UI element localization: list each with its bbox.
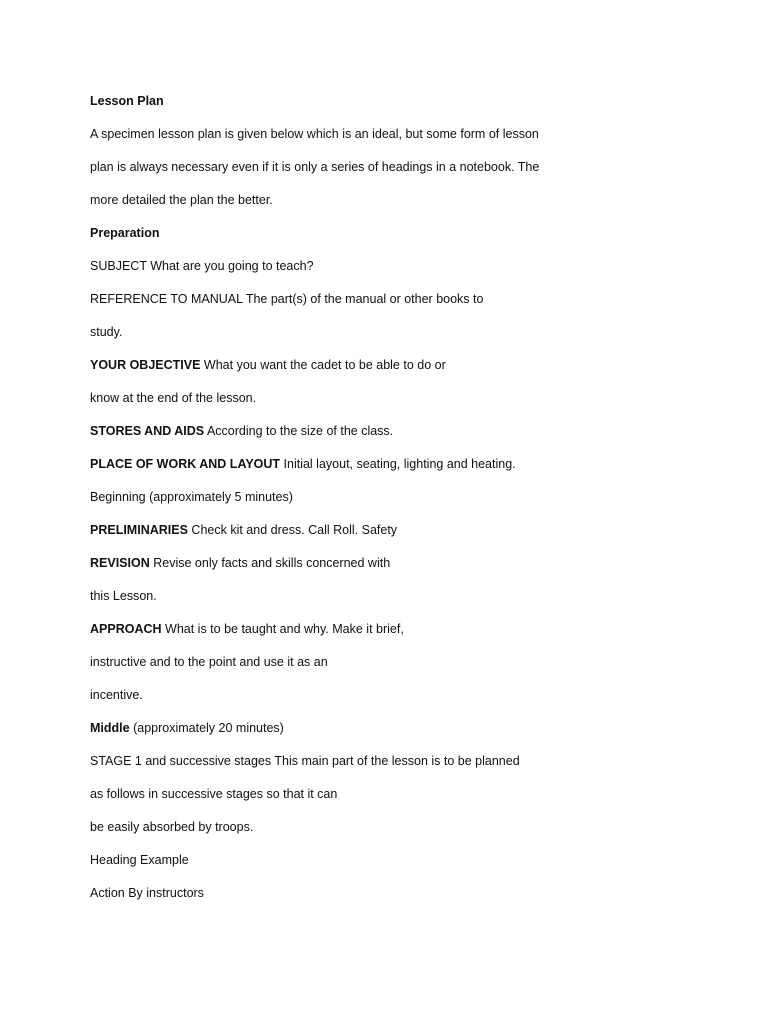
middle-row [90,717,730,750]
place-label: PLACE OF WORK AND LAYOUT [90,457,281,471]
heading-example: Heading Example [90,853,189,867]
subject-text: What are you going to teach? [150,259,314,273]
objective-continued: know at the end of the lesson. [90,391,257,405]
revision-continued: this Lesson. [90,589,157,603]
objective-text: What you want the cadet to be able to do or [203,358,446,372]
place-row [90,453,730,486]
approach-label: APPROACH [90,622,162,636]
intro-line-3: more detailed the plan the better. [90,193,273,207]
action-line: Action By instructors [90,886,204,900]
reference-text: The part(s) of the manual or other books to [245,292,484,306]
approach-continued-2: incentive. [90,688,143,702]
document-page [90,90,730,915]
stores-row [90,420,730,453]
approach-text: What is to be taught and why. Make it brief, [165,622,404,636]
place-text: Initial layout, seating, lighting and heating. [283,457,516,471]
middle-duration: (approximately 20 minutes) [133,721,284,735]
stage-row [90,750,730,783]
intro-line-1: A specimen lesson plan is given below which is an ideal, but some form of lesson [90,127,539,141]
revision-text: Revise only facts and skills concerned with [153,556,391,570]
preparation-heading: Preparation [90,226,160,240]
approach-continued-1: instructive and to the point and use it as an [90,655,328,669]
revision-row [90,552,730,585]
approach-row [90,618,730,651]
subject-label: SUBJECT [90,259,147,273]
subject-row [90,255,730,288]
intro-line-2: plan is always necessary even if it is only a series of headings in a notebook. The [90,160,540,174]
stores-text: According to the size of the class. [206,424,394,438]
stage-continued-2: be easily absorbed by troops. [90,820,254,834]
reference-label: REFERENCE TO MANUAL [90,292,243,306]
preliminaries-row [90,519,730,552]
preliminaries-text: Check kit and dress. Call Roll. Safety [191,523,398,537]
beginning-row [90,486,730,519]
middle-heading: Middle [90,721,130,735]
revision-label: REVISION [90,556,150,570]
objective-label: YOUR OBJECTIVE [90,358,201,372]
objective-row [90,354,730,387]
stage-continued-1: as follows in successive stages so that it can [90,787,338,801]
stage-text: This main part of the lesson is to be planned [274,754,520,768]
reference-continued: study. [90,325,123,339]
reference-row [90,288,730,321]
beginning-heading: Beginning [90,490,146,504]
stage-label: STAGE 1 and successive stages [90,754,272,768]
page-title: Lesson Plan [90,94,164,108]
beginning-duration: (approximately 5 minutes) [149,490,293,504]
stores-label: STORES AND AIDS [90,424,205,438]
preliminaries-label: PRELIMINARIES [90,523,188,537]
